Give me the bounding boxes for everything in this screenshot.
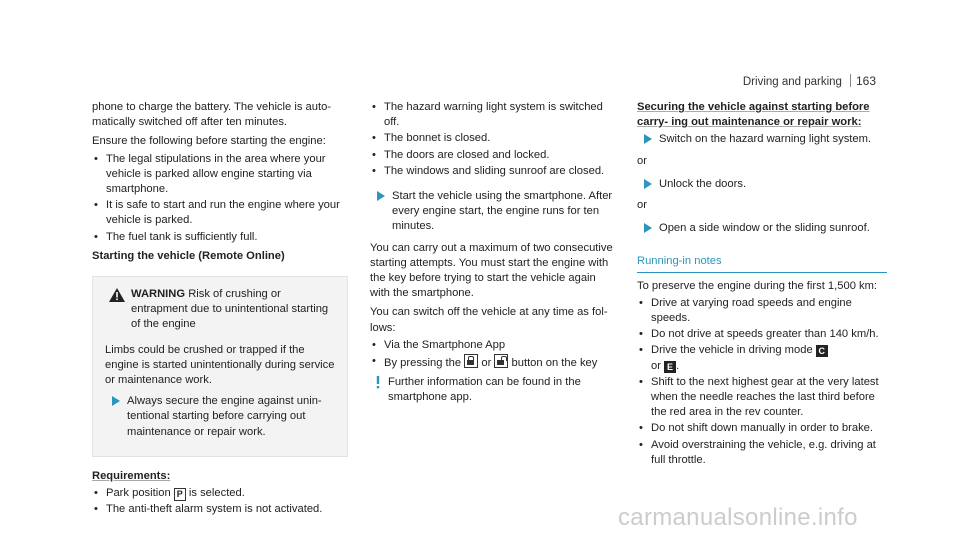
ensure-list [92,152,348,245]
press-text: By pressing the [384,357,465,370]
list-item: • The bonnet is closed. [370,131,615,146]
remote-online-heading: Starting the vehicle (Remote Online) [92,249,285,262]
step-text: Switch on the hazard warning light system. [659,133,872,146]
req-text: Park position [106,487,174,500]
switch-off-paragraph: You can switch off the vehicle at any time as fol- lows: [370,306,608,334]
securing-step [637,221,887,236]
running-in-section [637,254,887,468]
page-number: 163 [855,74,876,88]
start-step [370,189,615,235]
arrow-right-icon [644,134,652,144]
mode-text: Drive the vehicle in driving mode [651,344,816,357]
info-note [370,375,615,405]
switch-off-list [370,338,615,371]
list-item [637,343,887,373]
note-text: Further information can be found in the smartphone app. [388,376,581,404]
warning-box [92,276,348,457]
intro-paragraph: phone to charge the battery. The vehicle is auto- matically switched off after ten minutes. [92,101,332,129]
list-item [92,486,348,501]
ensure-paragraph: Ensure the following before starting the engine: [92,135,326,148]
warning-header [105,287,337,333]
securing-step [637,177,887,192]
preserve-paragraph: To preserve the engine during the first 1,500 km: [637,279,878,292]
warning-label: WARNING [131,288,186,301]
mode-text: or [651,359,665,372]
mode-text: . [676,359,680,372]
press-text: button on the key [508,357,598,370]
list-item: • The anti-theft alarm system is not activated. [92,502,348,517]
arrow-right-icon [112,396,120,406]
list-item: • Via the Smartphone App [370,338,615,353]
warning-body: Limbs could be crushed or trapped if the engine is started unintentionally during service or maintenance work. [105,343,335,387]
arrow-right-icon [377,191,385,201]
page-header [743,74,876,90]
step-text: Open a side window or the sliding sunroof. [659,222,870,235]
list-item: • Do not shift down manually in order to brake. [637,421,887,436]
attempts-paragraph: You can carry out a maximum of two consecutive starting attempts. You must start the engine with the key before trying to start the vehicle again with the smartphone. [370,241,613,300]
list-item: • The fuel tank is sufficiently full. [92,230,348,245]
press-text: or [478,357,495,370]
arrow-right-icon [644,179,652,189]
list-item: • The hazard warning light system is switched off. [370,100,615,130]
start-step-text: Start the vehicle using the smartphone. After every engine start, the engine runs for ten minutes. [392,190,613,233]
column-right [637,100,887,472]
running-in-title: Running-in notes [637,254,887,272]
securing-heading: Securing the vehicle against starting before carry- ing out maintenance or repair work: [637,101,870,129]
warning-step-text: Always secure the engine against unin- tentional starting before carrying out maintenance or repair work. [127,395,322,438]
list-item [370,354,615,371]
list-item: • The windows and sliding sunroof are closed. [370,164,615,179]
warning-title: Risk of crushing or entrapment due to unintentional starting of the engine [131,288,329,331]
securing-step [637,132,887,147]
list-item: • The doors are closed and locked. [370,148,615,163]
section-title: Driving and parking [742,76,842,88]
watermark: carmanualsonline.info [618,504,858,531]
mode-e-key: E [664,361,676,373]
list-item: • Avoid overstraining the vehicle, e.g. driving at full throttle. [637,438,887,468]
or-text: or [637,199,647,212]
header-divider [850,74,851,87]
list-item: • The legal stipulations in the area where your vehicle is parked allow engine starting via smartphone. [92,152,348,198]
requirements-list [92,486,348,517]
list-item: • Shift to the next highest gear at the very latest when the needle reaches the last third before the red area in the rev counter. [637,375,887,421]
lock-icon [464,354,478,368]
park-position-key: P [174,488,186,501]
info-icon [372,376,384,394]
req-text: is selected. [185,487,245,500]
unlock-icon [494,354,508,368]
or-text: or [637,154,647,167]
list-item: • Do not drive at speeds greater than 140 km/h. [637,327,887,342]
column-middle [370,100,615,406]
warning-triangle-icon [109,288,125,307]
step-text: Unlock the doors. [659,177,747,190]
conditions-list [370,100,615,179]
arrow-right-icon [644,223,652,233]
mode-c-key: C [816,345,828,357]
list-item: • It is safe to start and run the engine where your vehicle is parked. [92,198,348,228]
running-in-list [637,296,887,468]
warning-step [105,394,337,440]
requirements-heading: Requirements: [92,469,171,482]
list-item: • Drive at varying road speeds and engine speeds. [637,296,887,326]
column-left [92,100,348,521]
